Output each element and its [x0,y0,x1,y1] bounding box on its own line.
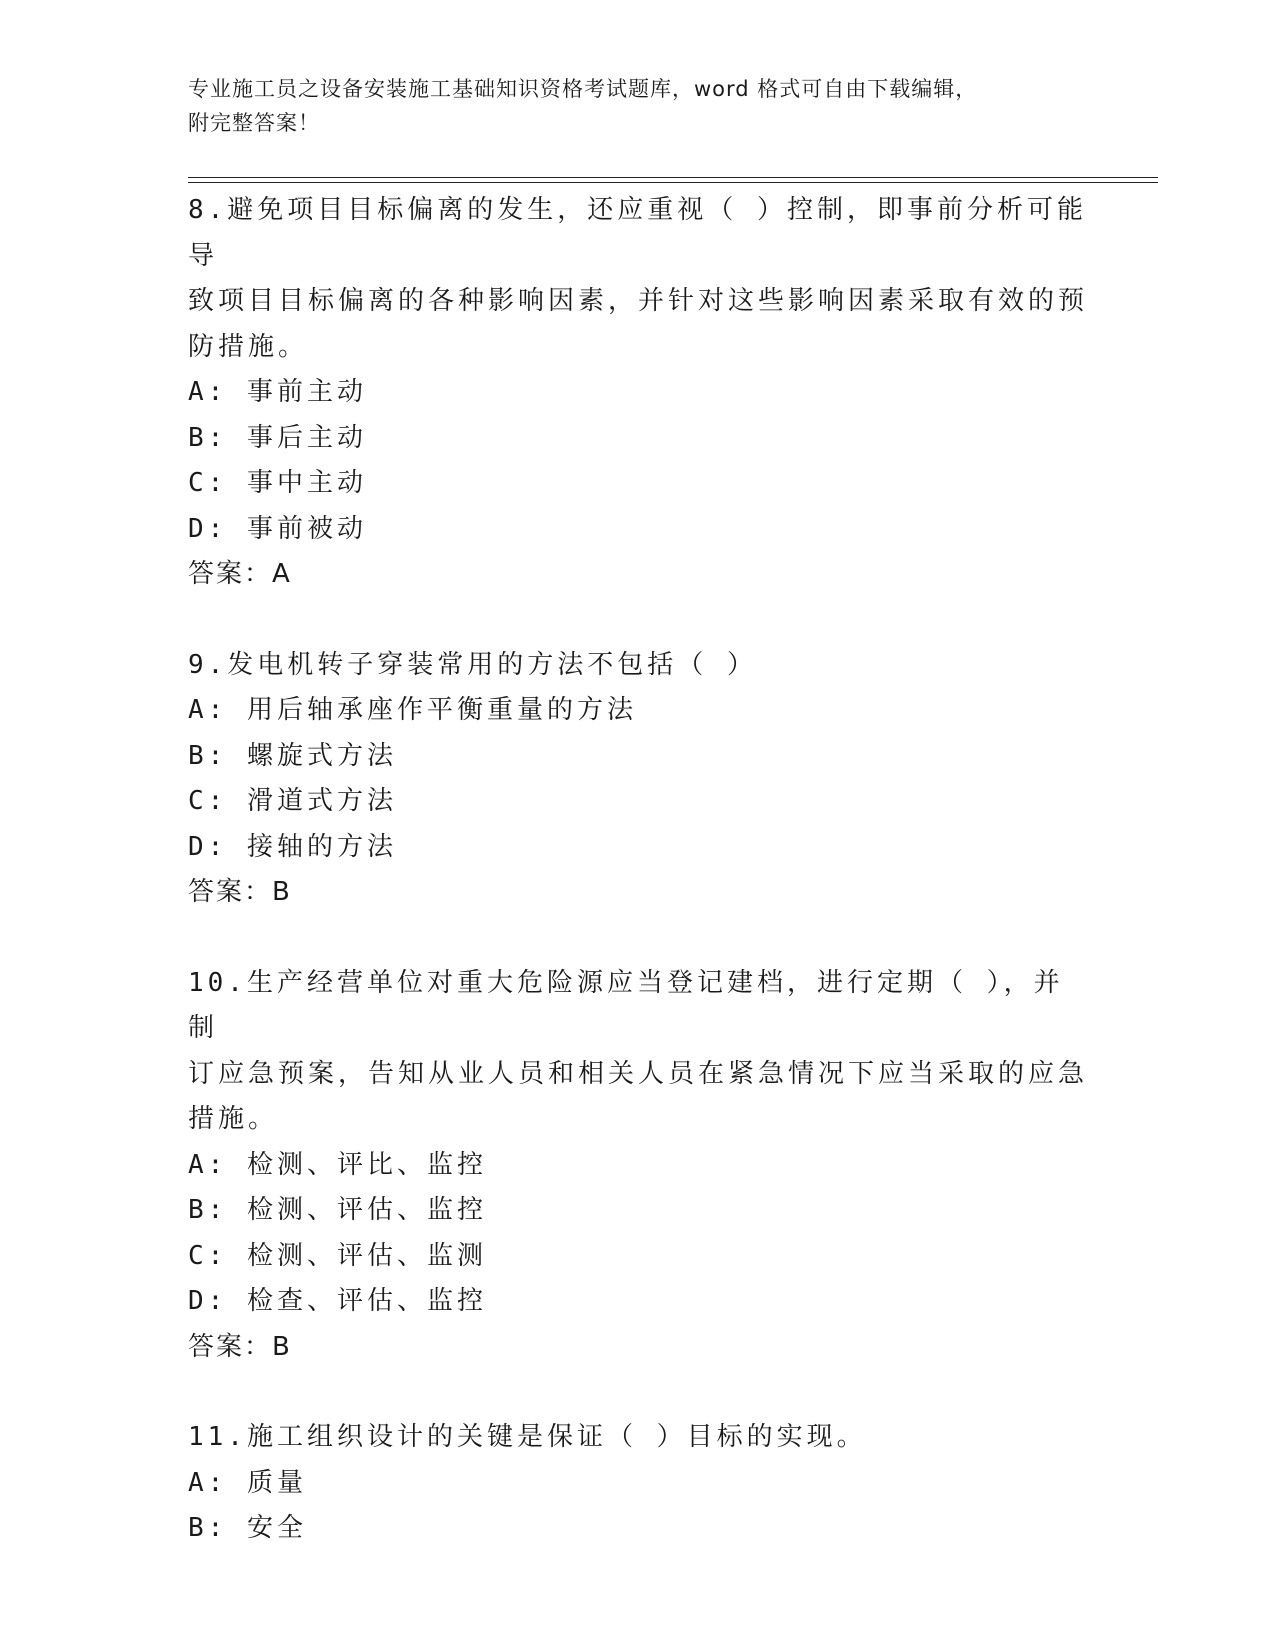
option-a: A: 检测、评比、监控 [188,1149,487,1180]
question-spacer [188,916,1088,961]
option-a: A: 质量 [188,1467,307,1498]
question-8 [188,188,1088,598]
question-stem-line: 8.避免项目目标偏离的发生，还应重视（ ）控制，即事前分析可能导 [188,195,1087,271]
question-9 [188,643,1088,916]
header-divider-bottom [188,182,1158,183]
option-d: D: 检查、评估、监控 [188,1286,487,1316]
document-header [188,72,1088,140]
question-stem-line: 11.施工组织设计的关键是保证（ ）目标的实现。 [188,1422,867,1452]
header-line-2: 附完整答案！ [188,111,320,135]
header-line-1: 专业施工员之设备安装施工基础知识资格考试题库，word 格式可自由下载编辑， [188,77,978,101]
question-stem-line: 防措施。 [188,331,309,362]
question-stem-line: 9.发电机转子穿装常用的方法不包括（ ） [188,649,757,680]
option-c: C: 事中主动 [188,468,367,498]
option-c: C: 滑道式方法 [188,786,397,816]
question-stem-line: 致项目目标偏离的各种影响因素，并针对这些影响因素采取有效的预 [188,286,1089,316]
answer: 答案：B [188,877,292,907]
question-10 [188,961,1088,1371]
option-d: D: 事前被动 [188,513,367,544]
option-d: D: 接轴的方法 [188,831,397,862]
option-b: B: 事后主动 [188,422,367,453]
option-b: B: 螺旋式方法 [188,740,397,771]
answer: 答案：B [188,1331,292,1362]
question-list [188,188,1088,1552]
question-11 [188,1415,1088,1552]
option-a: A: 用后轴承座作平衡重量的方法 [188,695,637,725]
question-spacer [188,598,1088,643]
option-c: C: 检测、评估、监测 [188,1240,487,1271]
question-stem-line: 措施。 [188,1104,279,1134]
answer: 答案：A [188,559,292,589]
option-b: B: 检测、评估、监控 [188,1195,487,1225]
header-divider-top [188,177,1158,178]
option-a: A: 事前主动 [188,377,367,407]
question-stem-line: 订应急预案，告知从业人员和相关人员在紧急情况下应当采取的应急 [188,1058,1089,1089]
question-stem-line: 10.生产经营单位对重大危险源应当登记建档，进行定期（ ），并制 [188,967,1064,1043]
question-spacer [188,1370,1088,1415]
option-b: B: 安全 [188,1513,307,1543]
